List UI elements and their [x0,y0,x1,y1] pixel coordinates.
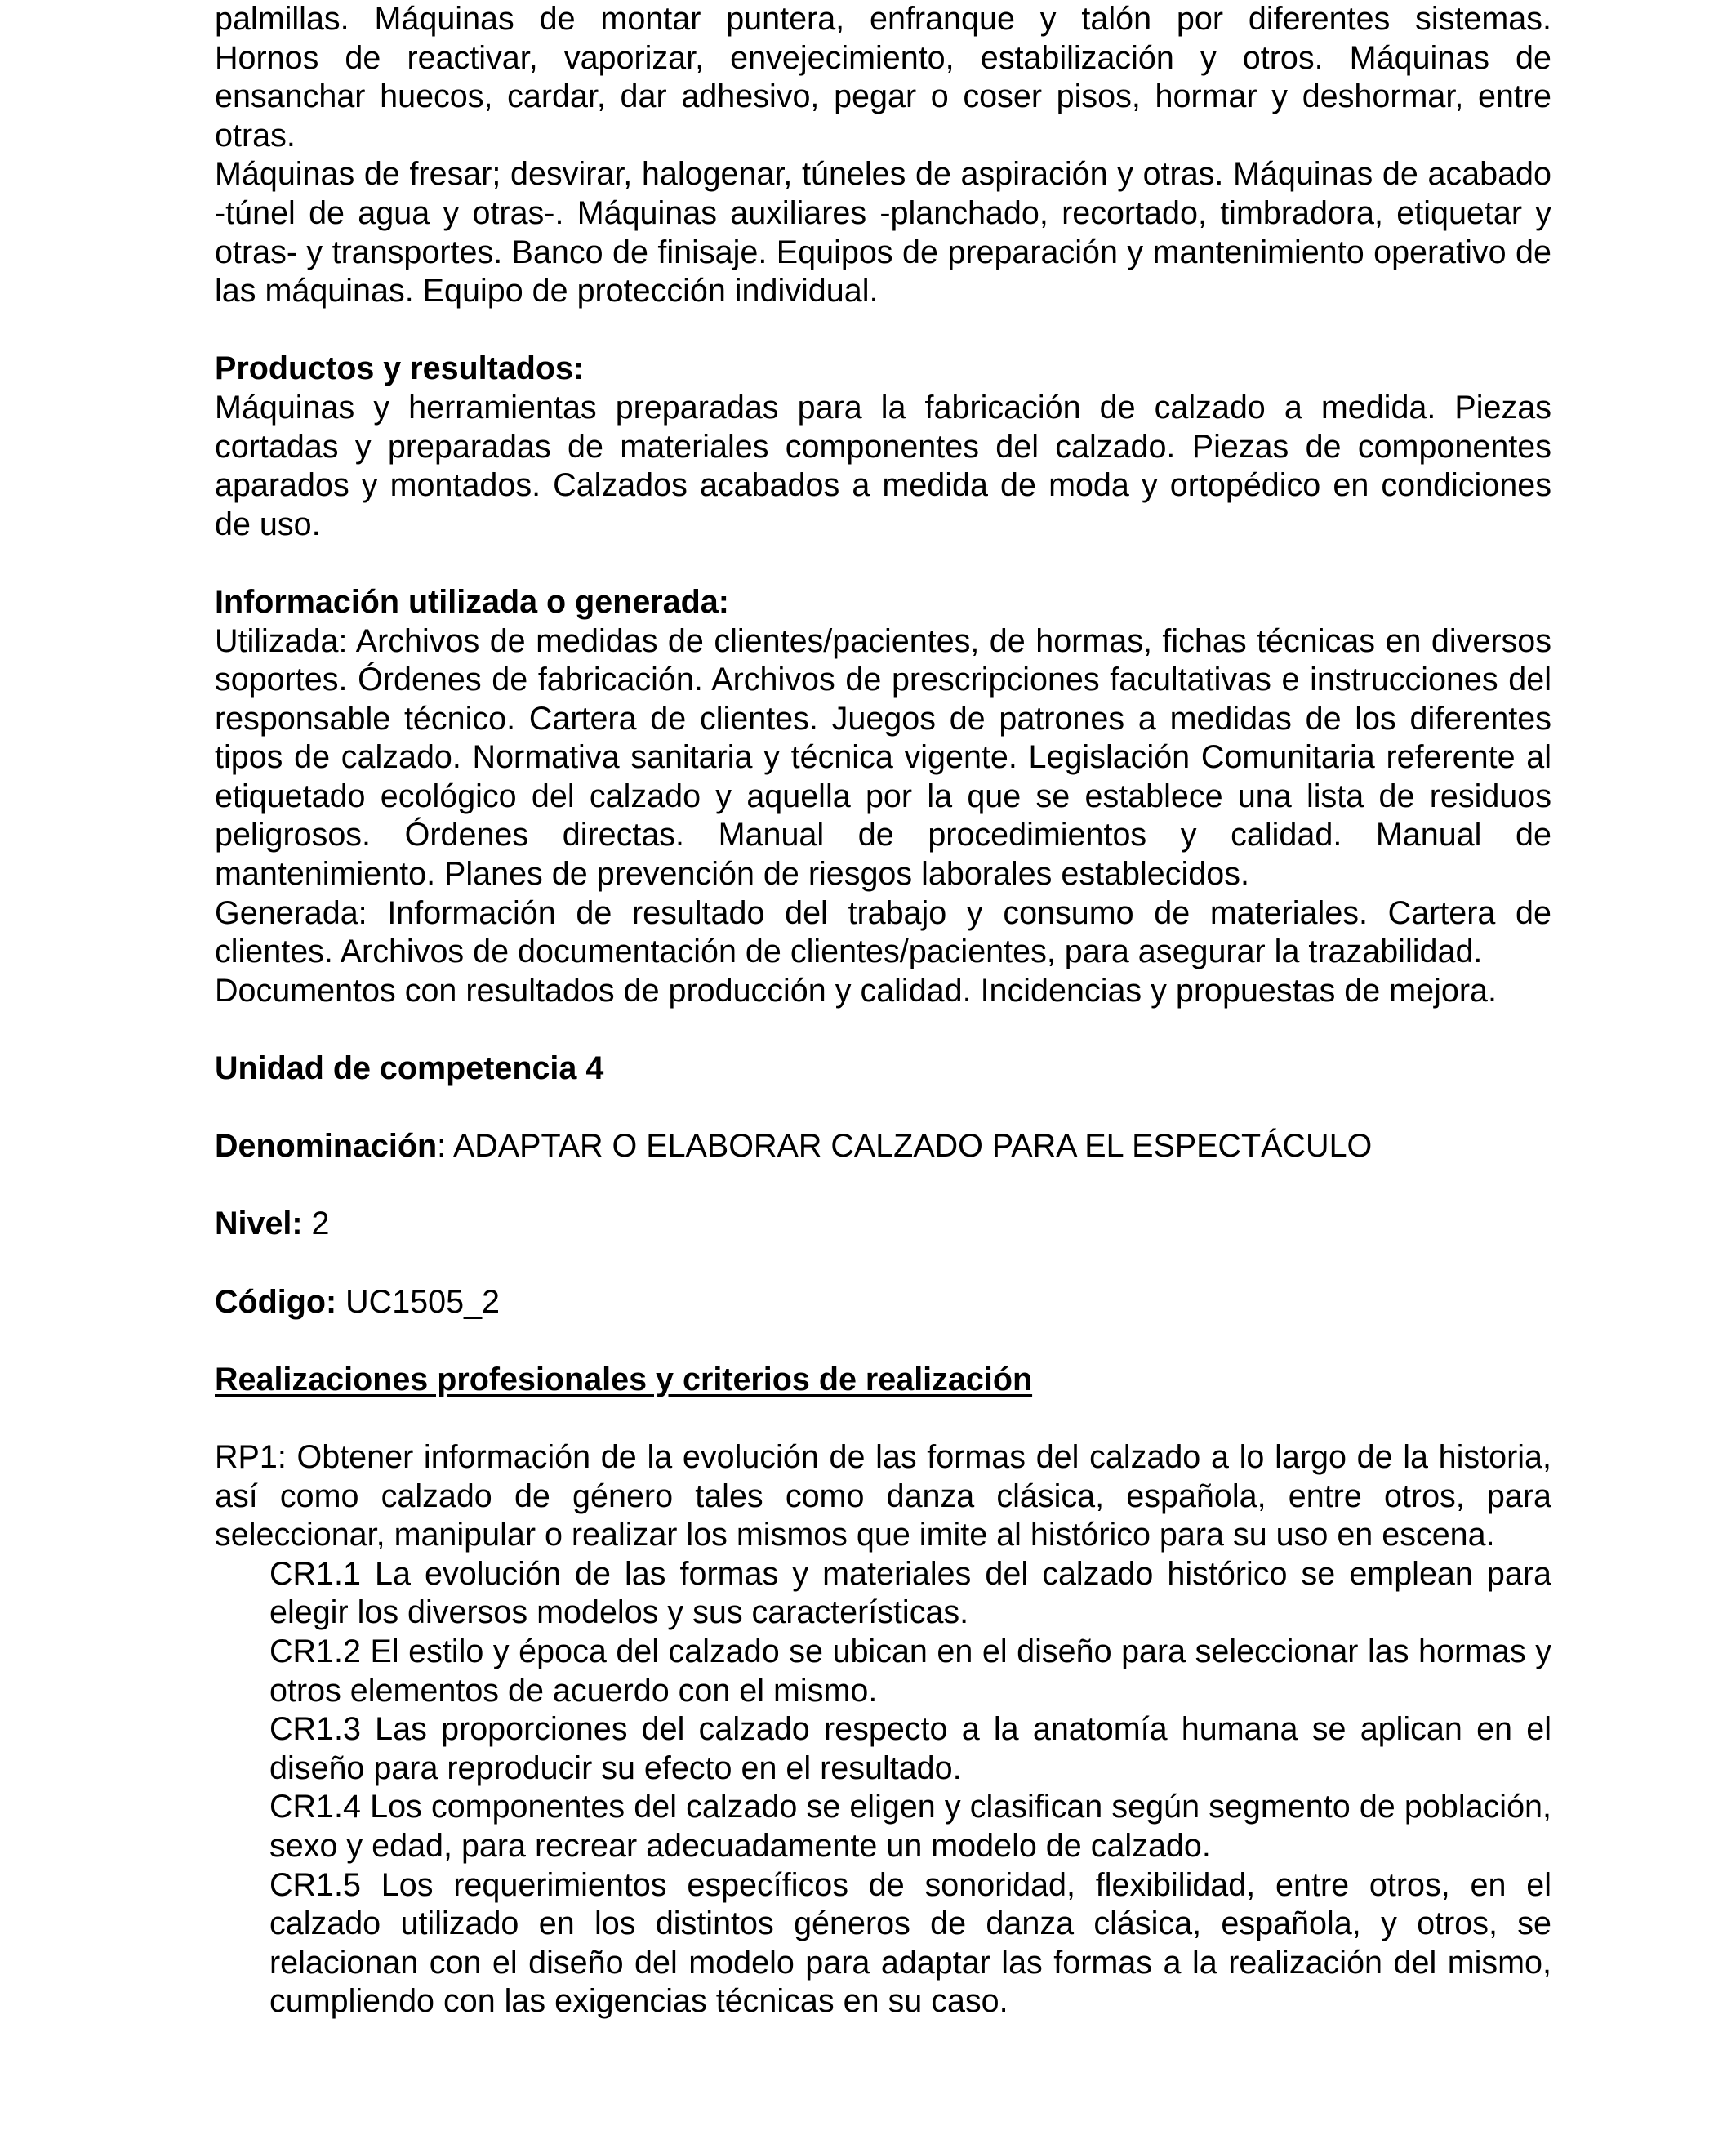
codigo-value: UC1505_2 [336,1283,501,1320]
rp1-text: RP1: Obtener información de la evolución de las formas del calzado a lo largo de la historia, así como calzado de género tales como danza clásica, española, entre otros, para seleccionar, manipular o realizar los mismos que imite al histórico para su uso en escena. [215,1438,1551,1553]
spacer [215,1322,1551,1361]
spacer [215,1166,1551,1206]
document-page [215,0,1551,2021]
criterio-cr1-3: CR1.3 Las proporciones del calzado respecto a la anatomía humana se aplican en el diseño para reproducir su efecto en el resultado. [269,1711,1551,1786]
machinery-paragraph: Máquinas de fresar; desvirar, halogenar, túneles de aspiración y otras. Máquinas de acabado -túnel de agua y otras-. Máquinas auxiliares -planchado, recortado, timbradora, etiquetar y otras- y transportes. Banco de finisaje. Equipos de preparación y mantenimiento operativo de las máquinas. Equipo de protección individual. [215,156,1551,310]
denominacion-separator: : [437,1128,453,1165]
continuation-line-2: Hornos de reactivar, vaporizar, envejecimiento, estabilización y otros. Máquinas de [215,39,1551,76]
criterio-cr1-4: CR1.4 Los componentes del calzado se eligen y clasifican según segmento de población, sexo y edad, para recrear adecuadamente un modelo de calzado. [269,1789,1551,1864]
criterio-cr1-5: CR1.5 Los requerimientos específicos de sonoridad, flexibilidad, entre otros, en el calzado utilizado en los distintos géneros de danza clásica, española, y otros, se relacionan con el diseño del modelo para adaptar las formas a la realización del mismo, cumpliendo con las exigencias técnicas en su caso. [269,1866,1551,2020]
unidad-title: Unidad de competencia 4 [215,1050,604,1087]
informacion-generada-line-1: Generada: Información de resultado del trabajo y consumo de materiales. Cartera de [215,894,1551,931]
denominacion-value: ADAPTAR O ELABORAR CALZADO PARA EL ESPECTÁCULO [452,1128,1373,1165]
spacer [215,1010,1551,1050]
denominacion-label: Denominación [215,1128,438,1165]
spacer [215,1399,1551,1438]
spacer [215,311,1551,350]
continuation-line-1: palmillas. Máquinas de montar puntera, enfranque y talón por diferentes sistemas. [215,1,1551,37]
nivel-label: Nivel: [215,1206,303,1242]
informacion-utilizada: Utilizada: Archivos de medidas de clientes/pacientes, de hormas, fichas técnicas en diversos soportes. Órdenes de fabricación. Archivos de prescripciones facultativas e instrucciones del responsable técnico. Cartera de clientes. Juegos de patrones a medidas de los diferentes tipos de calzado. Normativa sanitaria y técnica vigente. Legislación Comunitaria referente al etiquetado ecológico del calzado y aquella por la que se establece una lista de residuos peligrosos. Órdenes directas. Manual de procedimientos y calidad. Manual de mantenimiento. Planes de prevención de riesgos laborales establecidos. [215,622,1551,893]
continuation-line-4: otras. [215,117,296,154]
spacer [215,544,1551,583]
nivel-line [215,1205,1551,1244]
informacion-generada-line-2: clientes. Archivos de documentación de clientes/pacientes, para asegurar la trazabilidad. [215,934,1483,970]
informacion-generada-rest: Documentos con resultados de producción y calidad. Incidencias y propuestas de mejora. [215,972,1497,1009]
spacer [215,1089,1551,1128]
criterio-cr1-1: CR1.1 La evolución de las formas y materiales del calzado histórico se emplean para elegir los diversos modelos y sus características. [269,1555,1551,1631]
nivel-value: 2 [302,1206,330,1242]
codigo-label: Código: [215,1283,337,1320]
denominacion-line [215,1127,1551,1166]
codigo-line [215,1283,1551,1322]
productos-text: Máquinas y herramientas preparadas para la fabricación de calzado a medida. Piezas cortadas y preparadas de materiales componentes del calzado. Piezas de componentes aparados y montados. Calzados acabados a medida de moda y ortopédico en condiciones de uso. [215,389,1551,542]
criterio-cr1-2: CR1.2 El estilo y época del calzado se ubican en el diseño para seleccionar las hormas y otros elementos de acuerdo con el mismo. [269,1633,1551,1709]
realizaciones-heading: Realizaciones profesionales y criterios de realización [215,1361,1033,1397]
informacion-heading: Información utilizada o generada: [215,583,729,620]
productos-heading: Productos y resultados: [215,350,585,387]
continuation-line-3: ensanchar huecos, cardar, dar adhesivo, pegar o coser pisos, hormar y deshormar, entre [215,78,1551,115]
spacer [215,1244,1551,1283]
